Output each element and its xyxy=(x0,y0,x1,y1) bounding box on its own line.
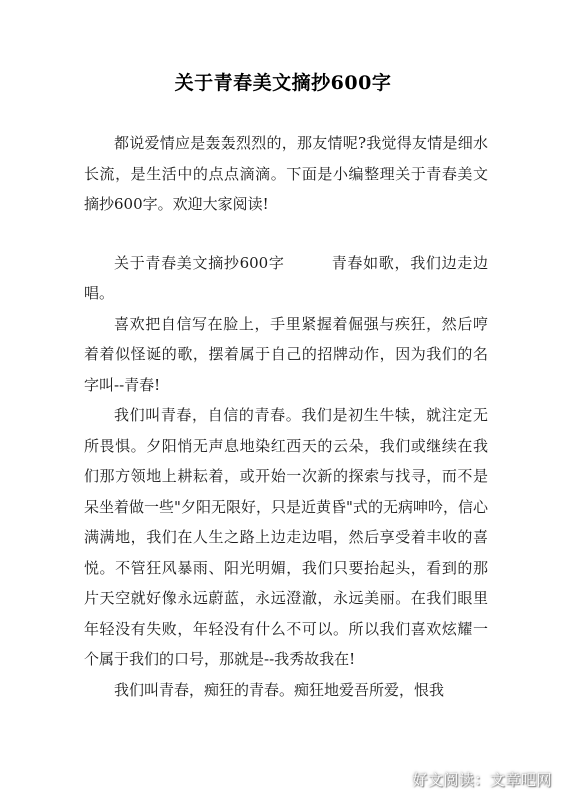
paragraph-youth-confident: 我们叫青春，自信的青春。我们是初生牛犊，就注定无所畏惧。夕阳悄无声息地染红西天的云朵，我们或继续在我们那方领地上耕耘着，或开始一次新的探索与找寻，而不是呆坐着做一些"夕阳无限好，只是近黄昏"式的无病呻吟，信心满满地，我们在人生之路上边走边唱，然后享受着丰收的喜悦。不管狂风暴雨、阳光明媚，我们只要抬起头，看到的那片天空就好像永远蔚蓝，永远澄澈，永远美丽。在我们眼里年轻没有失败，年轻没有什么不可以。所以我们喜欢炫耀一个属于我们的口号，那就是--我秀故我在! xyxy=(84,406,488,668)
document-body xyxy=(84,128,488,705)
paragraph-intro: 都说爱情应是轰轰烈烈的，那友情呢?我觉得友情是细水长流，是生活中的点点滴滴。下面是小编整理关于青春美文摘抄600字。欢迎大家阅读! xyxy=(84,134,488,213)
paragraph-heading-line: 关于青春美文摘抄600字 青春如歌，我们边走边唱。 xyxy=(84,253,488,302)
document-title: 关于青春美文摘抄600字 xyxy=(174,72,392,94)
paragraph-youth-passionate: 我们叫青春，痴狂的青春。痴狂地爱吾所爱，恨我 xyxy=(114,680,445,699)
paragraph-confidence: 喜欢把自信写在脸上，手里紧握着倔强与疾狂，然后哼着着似怪诞的歌，摆着属于自己的招牌动作，因为我们的名字叫--青春! xyxy=(84,314,488,394)
site-watermark: 好文阅读：文章吧网 xyxy=(412,771,552,789)
